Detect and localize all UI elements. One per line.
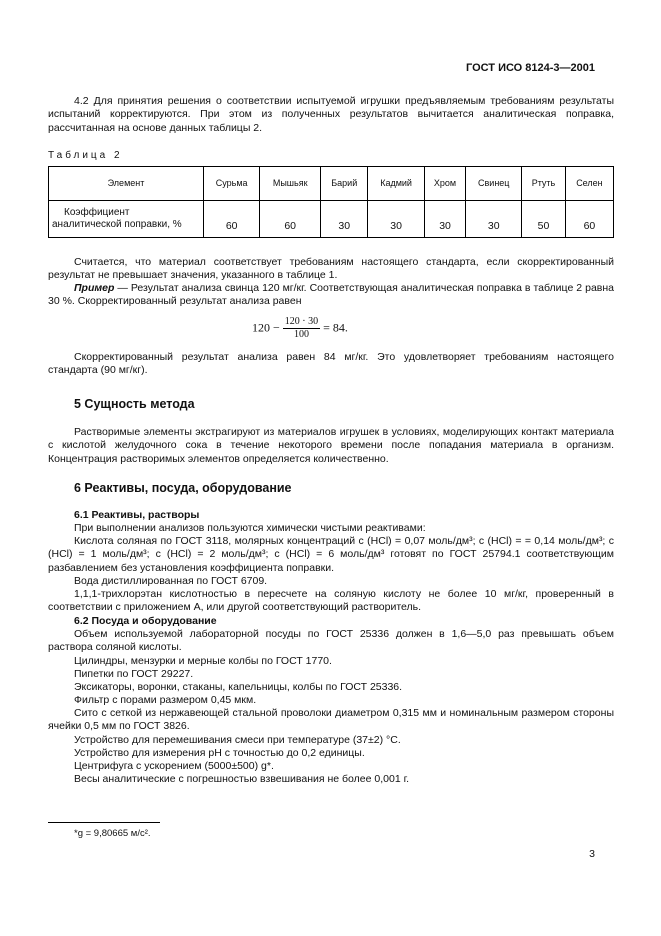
table-element-cell: Кадмий <box>368 167 424 201</box>
section-5-text: Растворимые элементы экстрагируют из материалов игрушек в условиях, моделирующих контакт материала с кислотой желудочного сока в течение некоторого времени после попадания материала в организм. Концентрация растворимых элементов определяется количественно. <box>48 426 614 465</box>
table-value-row <box>49 201 614 238</box>
subsection-6-1-title: 6.1 Реактивы, растворы <box>74 509 200 521</box>
s61-intro: При выполнении анализов пользуются химически чистыми реактивами: <box>74 522 426 534</box>
subsection-6-2-title: 6.2 Посуда и оборудование <box>74 615 217 627</box>
table-caption: Таблица 2 <box>48 150 123 161</box>
page-number: 3 <box>589 848 595 860</box>
example-text: — Результат анализа свинца 120 мг/кг. Соответствующая аналитическая поправка в таблице 2 равна 30 %. Скорректированный результат анализа равен <box>48 282 614 308</box>
table-head-label: Элемент <box>49 167 204 201</box>
footnote-divider <box>48 822 160 823</box>
table-value-cell: 30 <box>424 201 466 238</box>
table-value-cell: 60 <box>260 201 321 238</box>
table-header-row <box>49 167 614 201</box>
s62-pipettes: Пипетки по ГОСТ 29227. <box>74 668 194 680</box>
s62-centrifuge: Центрифуга с ускорением (5000±500) g*. <box>74 760 274 772</box>
s61-hcl: Кислота соляная по ГОСТ 3118, молярных концентраций c (HCl) = 0,07 моль/дм³; c (HCl) = = 0,14 моль/дм³; c (HCl) = 1 моль/дм³; c (HCl) = 2 моль/дм³; c (HCl) = 6 моль/дм³ готовят по ГОСТ 25794.1 соответствующим разбавлением без установления коэффициента поправки. <box>48 535 614 574</box>
s62-cylinders: Цилиндры, мензурки и мерные колбы по ГОСТ 1770. <box>74 655 332 667</box>
document-header: ГОСТ ИСО 8124-3—2001 <box>465 62 595 74</box>
table-value-cell: 60 <box>204 201 260 238</box>
paragraph-compliance: Считается, что материал соответствует требованиям настоящего стандарта, если скорректированный результат не превышает значения, указанного в таблице 1. <box>48 256 614 282</box>
table-element-cell: Ртуть <box>522 167 566 201</box>
paragraph-example <box>48 282 614 309</box>
example-label: Пример <box>74 282 115 294</box>
s62-mixer: Устройство для перемешивания смеси при температуре (37±2) °С. <box>74 734 401 746</box>
table-row-label: Коэффициент аналитической поправки, % <box>49 201 204 238</box>
section-5-title: 5 Сущность метода <box>74 397 195 411</box>
s61-water: Вода дистиллированная по ГОСТ 6709. <box>74 575 268 587</box>
table-value-cell: 30 <box>321 201 368 238</box>
formula <box>252 316 348 341</box>
paragraph-corrected-result: Скорректированный результат анализа равен 84 мг/кг. Это удовлетворяет требованиям настоящего стандарта (90 мг/кг). <box>48 351 614 377</box>
footnote: *g = 9,80665 м/с². <box>74 828 151 839</box>
table-element-cell: Мышьяк <box>260 167 321 201</box>
s62-balance: Весы аналитические с погрешностью взвешивания не более 0,001 г. <box>74 773 410 785</box>
formula-lhs: 120 − <box>252 320 280 335</box>
s62-filter: Фильтр с порами размером 0,45 мкм. <box>74 694 257 706</box>
s61-trichloroethane: 1,1,1-трихлорэтан кислотностью в пересчете на соляную кислоту не более 10 мг/кг, проверенный в соответствии с приложением А, или другой соответствующий растворитель. <box>48 588 614 614</box>
table-element-cell: Селен <box>565 167 613 201</box>
formula-rhs: = 84. <box>323 320 348 335</box>
table-element-cell: Свинец <box>466 167 522 201</box>
table-element-cell: Хром <box>424 167 466 201</box>
section-6-title: 6 Реактивы, посуда, оборудование <box>74 481 292 495</box>
table-element-cell: Барий <box>321 167 368 201</box>
s62-sieve: Сито с сеткой из нержавеющей стальной проволоки диаметром 0,315 мм и номинальным размером стороны ячейки 0,5 мм по ГОСТ 3826. <box>48 707 614 733</box>
table-value-cell: 50 <box>522 201 566 238</box>
table-element-cell: Сурьма <box>204 167 260 201</box>
formula-fraction <box>283 316 320 341</box>
paragraph-4-2: 4.2 Для принятия решения о соответствии испытуемой игрушки предъявляемым требованиям результаты испытаний корректируются. При этом из полученных результатов вычитается аналитическая поправка, рассчитанная на основе данных таблицы 2. <box>48 95 614 134</box>
table-value-cell: 30 <box>466 201 522 238</box>
formula-denominator: 100 <box>293 329 309 340</box>
s62-desiccators: Эксикаторы, воронки, стаканы, капельницы, колбы по ГОСТ 25336. <box>74 681 403 693</box>
correction-table <box>48 166 614 238</box>
s62-ph-meter: Устройство для измерения рН с точностью до 0,2 единицы. <box>74 747 365 759</box>
table-value-cell: 30 <box>368 201 424 238</box>
table-value-cell: 60 <box>565 201 613 238</box>
s62-volume: Объем используемой лабораторной посуды по ГОСТ 25336 должен в 1,6—5,0 раз превышать объем раствора соляной кислоты. <box>48 628 614 654</box>
formula-numerator: 120 · 30 <box>284 316 319 327</box>
